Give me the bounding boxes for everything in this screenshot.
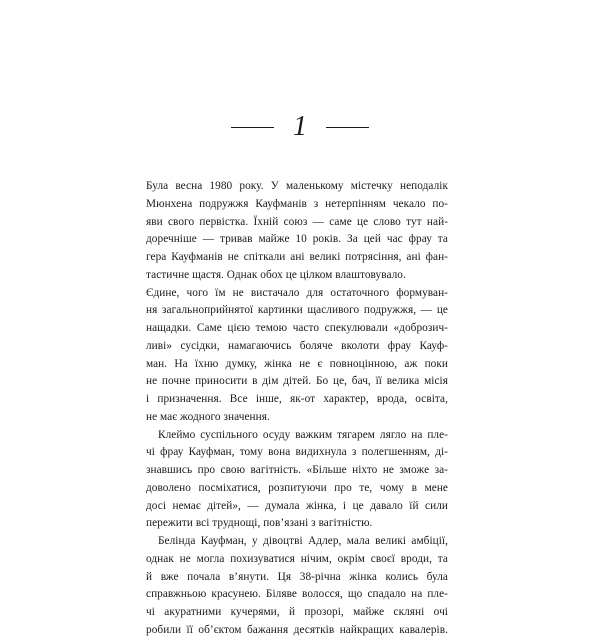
text-line: пережити всі труднощі, пов’язані з вагітністю. <box>146 517 373 530</box>
chapter-heading <box>0 112 600 142</box>
text-line: й вже почала в’янути. Ця 38-річна жінка колись була <box>146 570 448 583</box>
text-line: нащадки. Саме цією темою часто спекулювали «доброзич- <box>146 322 448 334</box>
text-line: знавшись про свою вагітність. «Більше ніхто не зможе за- <box>146 464 448 476</box>
text-line: тастичне щастя. Однак обох це цілком влаштовувало. <box>146 268 406 281</box>
text-line: однак не могла похизуватися нічим, окрім своєї вроди, та <box>146 552 448 565</box>
text-line: Була весна 1980 року. У маленькому містечку неподалік <box>146 180 448 192</box>
text-line: ня загальноприйнятої картинки щасливого подружжя, — це <box>146 304 448 317</box>
text-line: робили її об’єктом бажання десятків найкращих кавалерів. <box>146 623 448 636</box>
paragraph-2 <box>146 427 448 534</box>
text-line: гера Кауфманів не спіткали ані великі потрясіння, ані фан- <box>146 251 448 263</box>
text-line: справжньою красунею. Біляве волосся, що спадало на пле- <box>146 588 448 601</box>
text-line: не має жодного значення. <box>146 410 270 423</box>
text-line: Клеймо суспільного осуду важким тягарем лягло на пле- <box>158 428 448 441</box>
right-rule <box>326 127 369 128</box>
text-line: Белінда Кауфман, у дівоцтві Адлер, мала великі амбіції, <box>158 535 448 547</box>
text-line: не почне приносити в дім дітей. Бо це, бач, її велика місія <box>146 375 448 388</box>
text-line: доволено посміхатися, розпитуючи про те, чому в мене <box>146 481 448 494</box>
text-line: Мюнхена подружжя Кауфманів з нетерпінням чекало по- <box>146 197 448 210</box>
text-line: ливі» сусідки, намагаючись боляче вколоти фрау Кауф- <box>146 339 448 352</box>
text-line: Єдине, чого їм не вистачало для остаточного формуван- <box>146 286 448 299</box>
text-line: ман. На їхню думку, жінка не є повноцінною, аж поки <box>146 357 448 370</box>
text-line: чі фрау Кауфман, тому вона видихнула з полегшенням, ді- <box>146 446 448 459</box>
chapter-number: 1 <box>293 111 307 142</box>
text-line: досі немає дітей», — думала жінка, і це давало їй сили <box>146 499 448 512</box>
paragraph-1 <box>146 178 448 427</box>
chapter-body-text <box>146 178 448 640</box>
text-line: доречніше — тривав майже 10 років. За цей час фрау та <box>146 233 448 246</box>
text-line: і призначення. Все інше, як-от характер, врода, освіта, <box>146 393 448 405</box>
left-rule <box>231 127 274 128</box>
text-line: чі акуратними кучерями, й прозорі, майже скляні очі <box>146 606 448 618</box>
paragraph-3 <box>146 533 448 640</box>
text-line: яви свого первістка. Їхній союз — саме це слово тут най- <box>146 215 448 228</box>
